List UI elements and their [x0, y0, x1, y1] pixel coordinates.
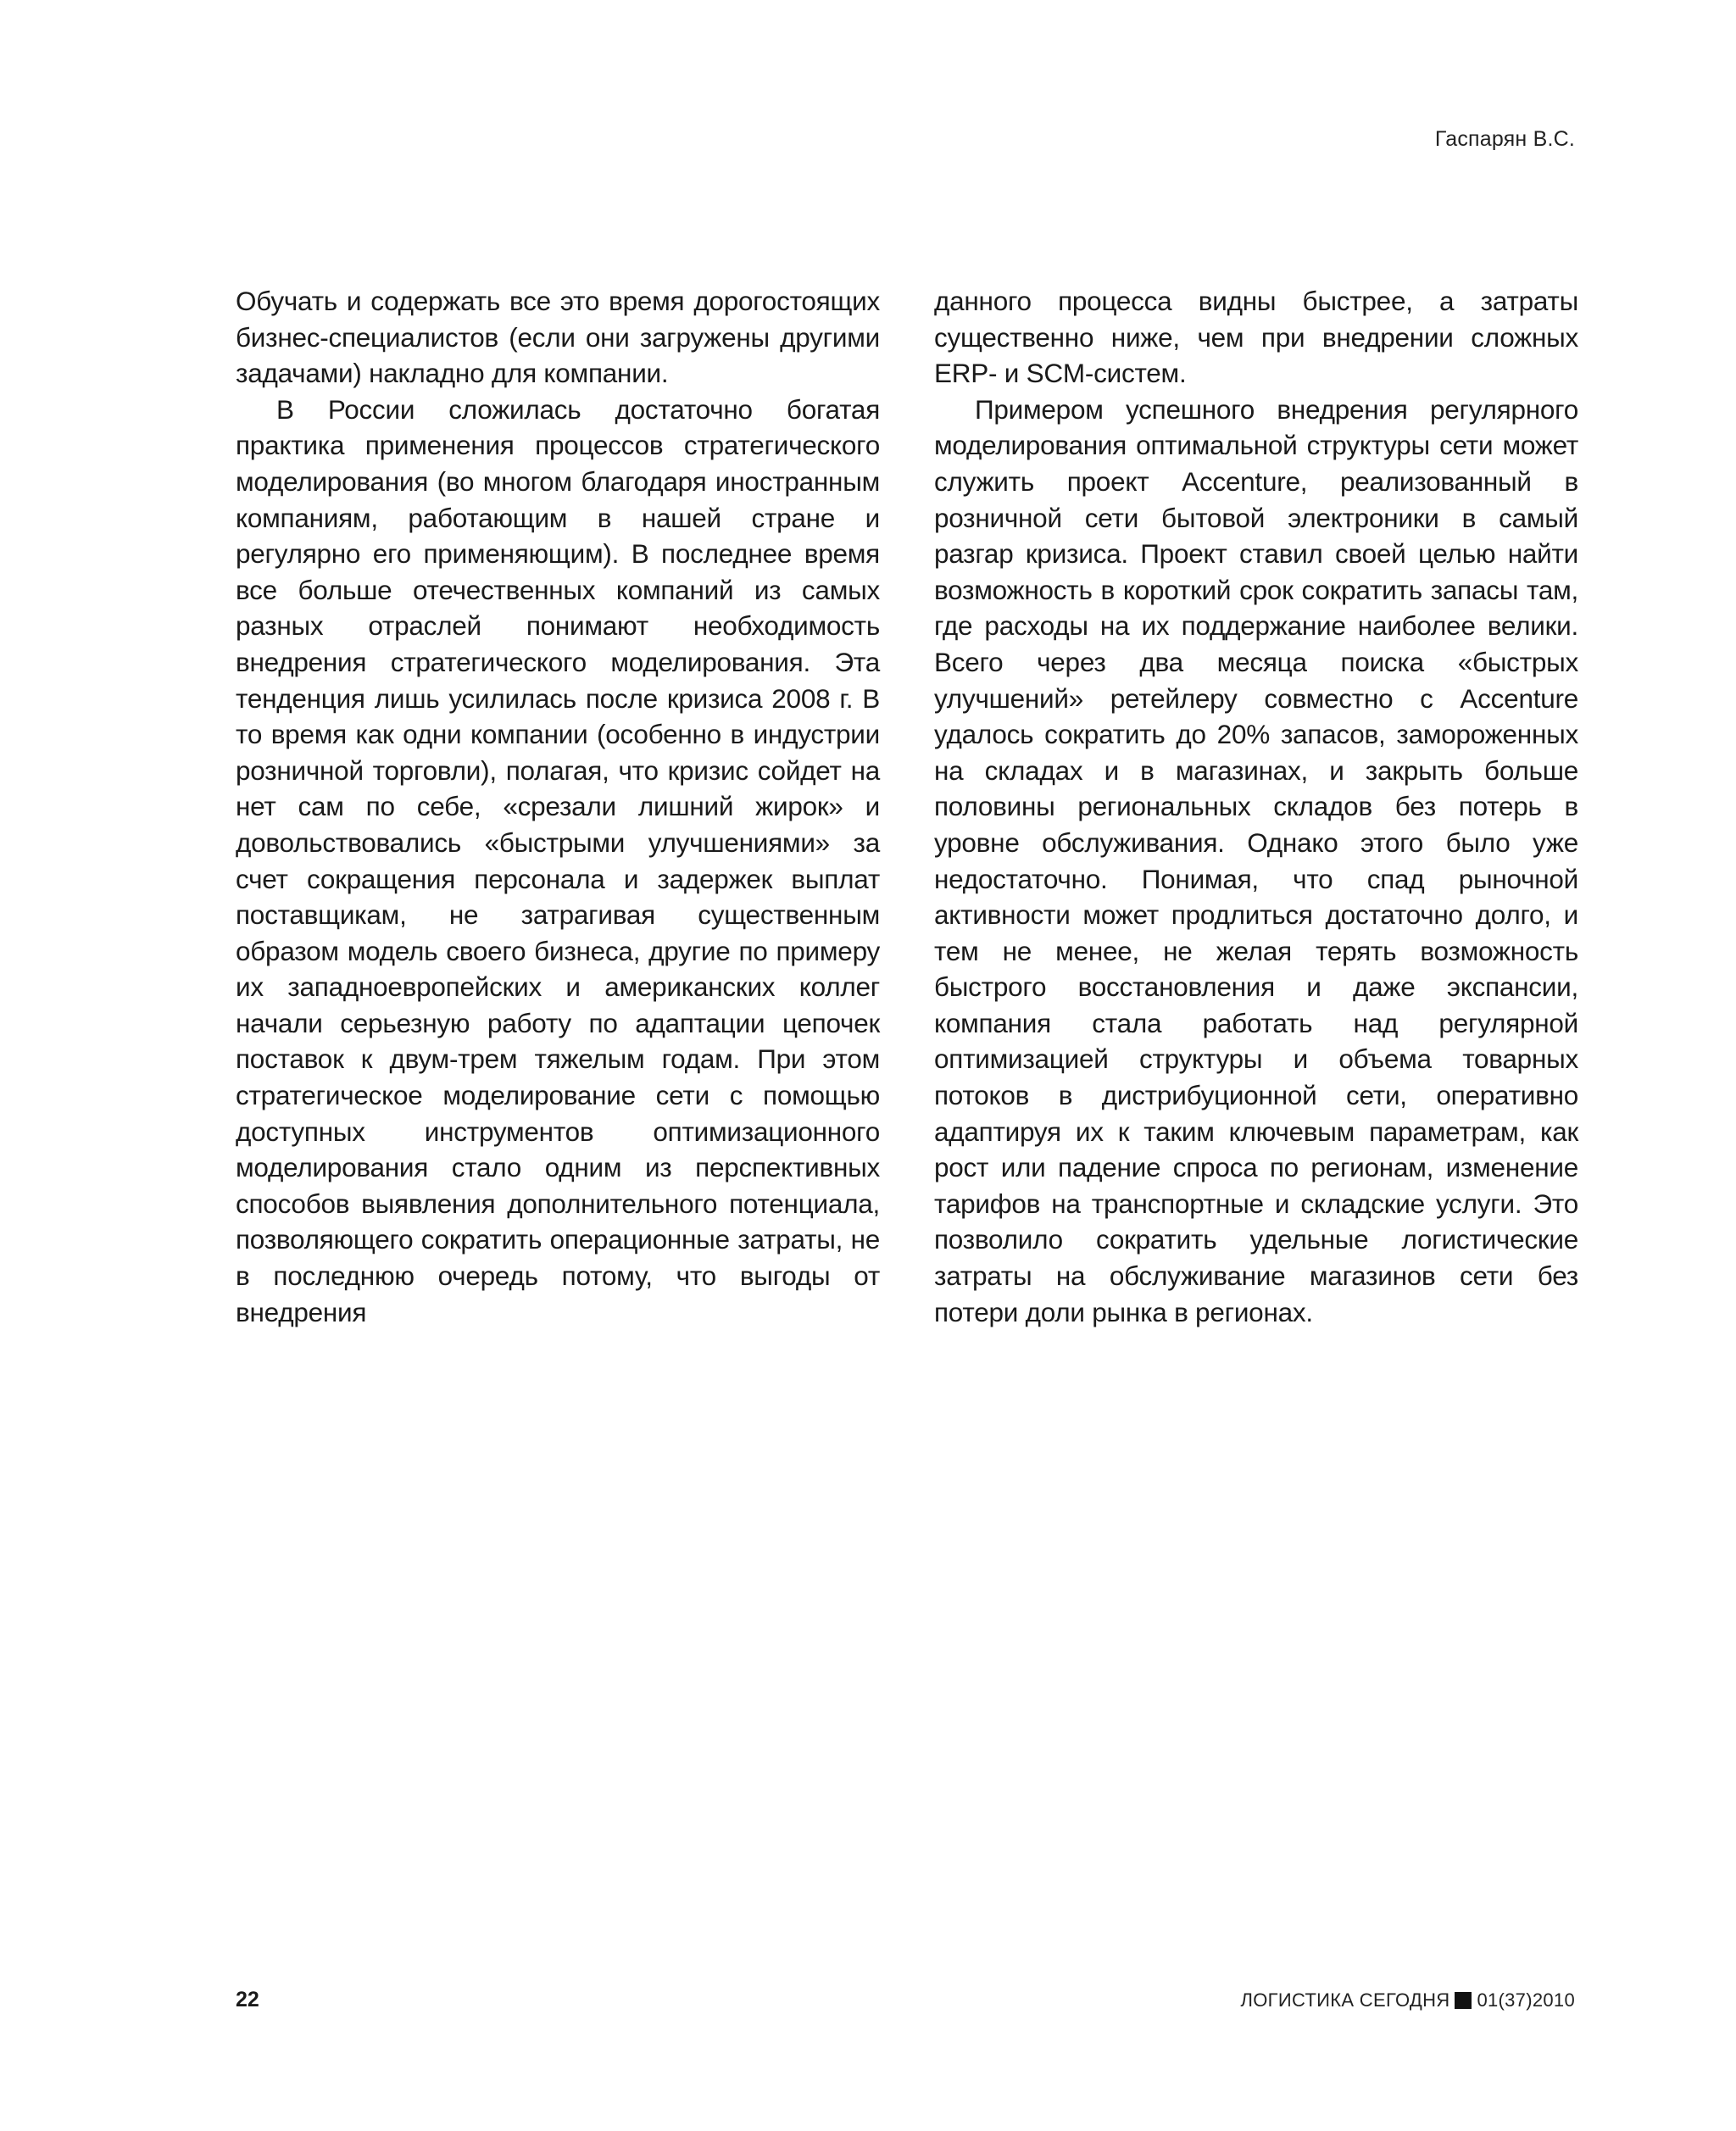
running-head-author: Гаспарян В.С. [1434, 127, 1575, 151]
left-paragraph-2: В России сложилась достаточно богатая практика применения процессов стратегического моделирования (во многом благодаря иностранным компаниям, работающим в нашей стране и регулярно его применяющим). В последнее время все больше отечественных компаний из самых разных отраслей понимают необходимость внедрения стратегического моделирования. Эта тенденция лишь усилилась после кризиса 2008 г. В то время как одни компании (особенно в индустрии розничной торговли), полагая, что кризис сойдет на нет сам по себе, «срезали лишний жирок» и довольствовались «быстрыми улучшениями» за счет сокращения персонала и задержек выплат поставщикам, не затрагивая существенным образом модель своего бизнеса, другие по примеру их западноевропейских и американских коллег начали серьезную работу по адаптации цепочек поставок к двум-трем тяжелым годам. При этом стратегическое моделирование сети с помощью доступных инструментов оптимизационного моделирования стало одним из перспективных способов выявления дополнительного потенциала, позволяющего сократить операционные затраты, не в последнюю очередь потому, что выгоды от внедрения [236, 393, 880, 1327]
left-paragraph-1: Обучать и содержать все это время дорогостоящих бизнес-специалистов (если они загружены другими задачами) накладно для компании. [236, 286, 880, 389]
footer-journal-info [1241, 1989, 1575, 2011]
left-column [236, 283, 880, 1330]
issue-number: 01(37)2010 [1477, 1989, 1575, 2011]
right-paragraph-2: Примером успешного внедрения регулярного моделирования оптимальной структуры сети может служить проект Accenture, реализованный в розничной сети бытовой электроники в самый разгар кризиса. Проект ставил своей целью найти возможность в короткий срок сократить запасы там, где расходы на их поддержание наиболее велики. Всего через два месяца поиска «быстрых улучшений» ретейлеру совместно с Accenture удалось сократить до 20% запасов, замороженных на складах и в магазинах, и закрыть больше половины региональных складов без потерь в уровне обслуживания. Однако этого было уже недостаточно. Понимая, что спад рыночной активности может продлиться достаточно долго, и тем не менее, не желая терять возможность быстрого восстановления и даже экспансии, компания стала работать над регулярной оптимизацией структуры и объема товарных потоков в дистрибуционной сети, оперативно адаптируя их к таким ключевым параметрам, как рост или падение спроса по регионам, изменение тарифов на транспортные и складские услуги. Это позволило сократить удельные логистические затраты на обслуживание магазинов сети без потери доли рынка в регионах. [934, 393, 1578, 1327]
right-column [934, 283, 1578, 1330]
page-number: 22 [236, 1988, 259, 2011]
right-paragraph-1: данного процесса видны быстрее, а затраты существенно ниже, чем при внедрении сложных ERP- и SCM-систем. [934, 286, 1578, 389]
black-square-icon [1455, 1992, 1472, 2009]
journal-name: ЛОГИСТИКА СЕГОДНЯ [1240, 1989, 1450, 2011]
page-footer [236, 1988, 1575, 2017]
